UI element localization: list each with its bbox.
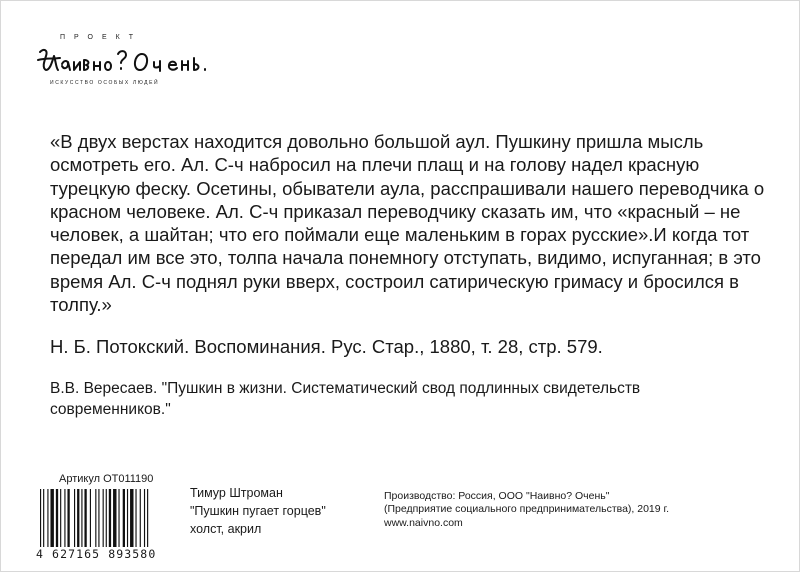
artwork-medium: холст, акрил bbox=[190, 522, 262, 536]
barcode-bar bbox=[74, 489, 75, 547]
barcode-bar bbox=[64, 489, 65, 547]
barcode-bar bbox=[90, 489, 91, 547]
barcode-bar bbox=[147, 489, 148, 555]
barcode-bar bbox=[81, 489, 82, 547]
artist-name: Тимур Штроман bbox=[190, 486, 283, 500]
production-line-1: Производство: Россия, ООО "Наивно? Очень" bbox=[384, 490, 610, 502]
barcode-bar bbox=[113, 489, 116, 547]
production-info bbox=[384, 490, 669, 530]
barcode-bar bbox=[56, 489, 58, 547]
article-number: Артикул OT011190 bbox=[59, 473, 154, 485]
citation-text: Н. Б. Потокский. Воспоминания. Рус. Стар., 1880, т. 28, стр. 579. bbox=[50, 336, 603, 357]
barcode-bar bbox=[144, 489, 145, 555]
source-text: В.В. Вересаев. "Пушкин в жизни. Систематический свод подлинных свидетельств современников." bbox=[50, 380, 641, 418]
barcode-bar bbox=[109, 489, 111, 547]
quote-text: «В двух верстах находится довольно большой аул. Пушкину пришла мысль осмотреть его. Ал. С-ч набросил на плечи плащ и на голову надел красную турецкую феску. Осетины, обыватели аула, расспрашивали нашего переводчика о красном человеке. Ал. С-ч приказал переводчику сказать им, что «красный – не человек, а шайтан; что его поймали еще маленьким в горах русские».И когда тот передал им все это, толпа начала понемногу отступать, видимо, испуганная; в это время Ал. С-ч поднял руки вверх, состроил сатирическую гримасу и бросился в толпу.» bbox=[50, 131, 765, 316]
barcode-bar bbox=[135, 489, 136, 547]
barcode-bar bbox=[40, 489, 41, 555]
artwork-info bbox=[190, 484, 326, 538]
barcode-bar bbox=[43, 489, 44, 555]
barcode-bar bbox=[84, 489, 86, 547]
barcode-bar bbox=[50, 489, 53, 547]
barcode-bar bbox=[118, 489, 119, 547]
production-line-2: (Предприятие социального предпринимательства), 2019 г. bbox=[384, 503, 669, 516]
production-website: www.naivno.com bbox=[384, 516, 463, 529]
barcode-digits: 4 627165 893580 bbox=[36, 547, 176, 561]
barcode-bar bbox=[95, 489, 96, 547]
barcode-bar bbox=[123, 489, 125, 547]
barcode-bar bbox=[106, 489, 107, 547]
barcode-bar bbox=[140, 489, 141, 547]
artwork-title: "Пушкин пугает горцев" bbox=[190, 504, 326, 518]
barcode-bar bbox=[127, 489, 128, 547]
barcode-bar bbox=[47, 489, 48, 547]
logo-top-text: ПРОЕКТ bbox=[60, 34, 143, 41]
logo-bottom-text: ИСКУССТВО ОСОБЫХ ЛЮДЕЙ bbox=[50, 80, 160, 86]
barcode-bar bbox=[67, 489, 69, 547]
barcode-bar bbox=[60, 489, 61, 547]
barcode-bar bbox=[98, 489, 99, 555]
barcode-bar bbox=[77, 489, 79, 547]
barcode bbox=[36, 487, 176, 561]
barcode-bar bbox=[130, 489, 133, 547]
logo bbox=[32, 34, 232, 94]
barcode-bar bbox=[103, 489, 104, 555]
logo-script-icon bbox=[32, 44, 232, 76]
